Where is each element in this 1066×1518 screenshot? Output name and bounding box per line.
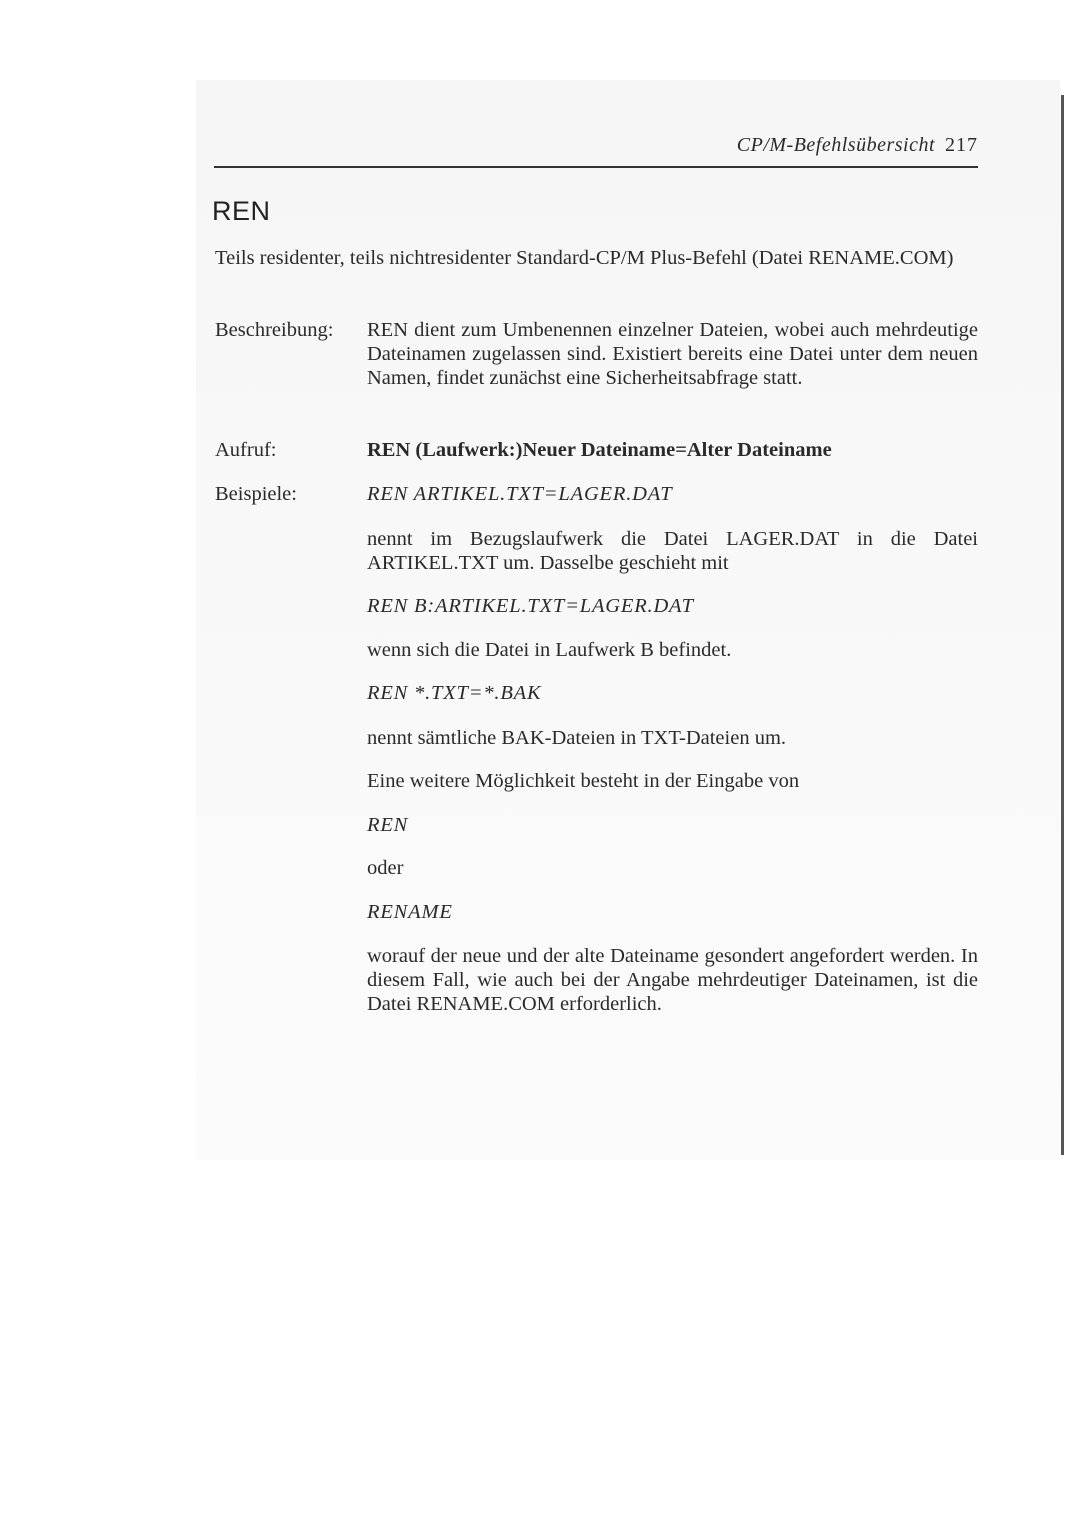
running-title: CP/M-Befehlsübersicht — [736, 134, 935, 156]
page-edge-line — [1061, 95, 1064, 1155]
alternative-command-ren: REN — [367, 814, 409, 836]
example-2-description: wenn sich die Datei in Laufwerk B befindet. — [367, 639, 732, 661]
syntax-label: Aufruf: — [215, 439, 277, 461]
page-number: 217 — [945, 134, 978, 156]
alternative-intro: Eine weitere Möglichkeit besteht in der Eingabe von — [367, 770, 800, 792]
or-word: oder — [367, 857, 404, 879]
page-header — [214, 130, 978, 168]
example-2-command: REN B:ARTIKEL.TXT=LAGER.DAT — [367, 595, 694, 617]
description-label: Beschreibung: — [215, 319, 334, 341]
example-3-command: REN *.TXT=*.BAK — [367, 682, 542, 704]
examples-label: Beispiele: — [215, 483, 297, 505]
description-text: REN dient zum Umbenennen einzelner Dateien, wobei auch mehrdeutige Dateinamen zugelassen sind. Existiert bereits eine Datei unter dem neuen Namen, findet zunächst eine Sicherheitsabfrage statt. — [367, 319, 978, 389]
example-3-description: nennt sämtliche BAK-Dateien in TXT-Dateien um. — [367, 727, 787, 749]
closing-paragraph: worauf der neue und der alte Dateiname gesondert angefordert werden. In diesem Fall, wie auch bei der Angabe mehrdeutiger Dateinamen, ist die Datei RENAME.COM erforderlich. — [367, 945, 978, 1015]
alternative-command-rename: RENAME — [367, 901, 453, 923]
intro-text: Teils residenter, teils nichtresidenter Standard-CP/M Plus-Befehl (Datei RENAME.COM) — [215, 247, 954, 269]
example-1-description: nennt im Bezugslaufwerk die Datei LAGER.DAT in die Datei ARTIKEL.TXT um. Dasselbe geschieht mit — [367, 528, 978, 574]
syntax-text: REN (Laufwerk:)Neuer Dateiname=Alter Dateiname — [367, 439, 832, 461]
example-1-command: REN ARTIKEL.TXT=LAGER.DAT — [367, 483, 673, 505]
command-heading: REN — [212, 196, 271, 226]
